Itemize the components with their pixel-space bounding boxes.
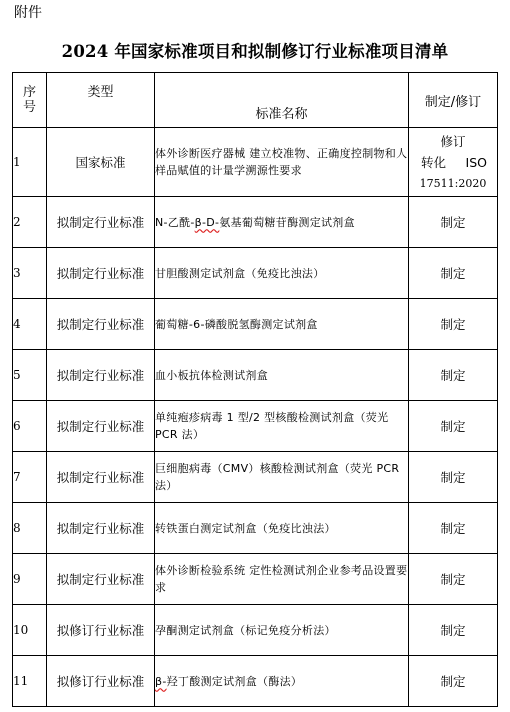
table-row (13, 554, 498, 605)
row-mode: 制定 (409, 197, 498, 248)
row-type: 拟制定行业标准 (47, 299, 155, 350)
mode-line-3: 17511:2020 (419, 176, 487, 190)
row-mode: 制定 (409, 554, 498, 605)
table-row (13, 128, 498, 197)
row-number: 9 (13, 554, 47, 605)
row-mode: 制定 (409, 452, 498, 503)
row-standard-name: 葡萄糖-6-磷酸脱氢酶测定试剂盒 (155, 299, 409, 350)
row-type: 拟制定行业标准 (47, 503, 155, 554)
mode-line-1: 修订 (440, 133, 466, 149)
table-row (13, 350, 498, 401)
row-mode (409, 128, 498, 197)
row-standard-name: 孕酮测定试剂盒（标记免疫分析法） (155, 605, 409, 656)
table-row (13, 503, 498, 554)
row-number: 4 (13, 299, 47, 350)
table-header-row (13, 73, 498, 128)
mode-line-2: 转化 ISO (421, 154, 487, 170)
table-row (13, 605, 498, 656)
row-standard-name: 体外诊断医疗器械 建立校准物、正确度控制物和人样品赋值的计量学溯源性要求 (155, 128, 409, 197)
column-header-mode: 制定/修订 (409, 73, 498, 128)
attachment-label: 附件 (14, 5, 42, 21)
row-number: 7 (13, 452, 47, 503)
table-row (13, 299, 498, 350)
row-mode: 制定 (409, 605, 498, 656)
column-header-type: 类型 (47, 73, 155, 128)
row-number: 8 (13, 503, 47, 554)
row-number: 10 (13, 605, 47, 656)
row-mode: 制定 (409, 350, 498, 401)
table-row (13, 401, 498, 452)
row-mode: 制定 (409, 656, 498, 707)
row-type: 拟修订行业标准 (47, 605, 155, 656)
row-standard-name: 甘胆酸测定试剂盒（免疫比浊法） (155, 248, 409, 299)
row-number: 1 (13, 128, 47, 197)
row-type: 拟制定行业标准 (47, 401, 155, 452)
row-mode: 制定 (409, 299, 498, 350)
row-number: 2 (13, 197, 47, 248)
row-type: 拟制定行业标准 (47, 350, 155, 401)
row-number: 6 (13, 401, 47, 452)
row-standard-name: 血小板抗体检测试剂盒 (155, 350, 409, 401)
row-mode: 制定 (409, 248, 498, 299)
row-number: 3 (13, 248, 47, 299)
row-type: 拟修订行业标准 (47, 656, 155, 707)
row-type: 拟制定行业标准 (47, 452, 155, 503)
table-row (13, 248, 498, 299)
standards-table (12, 72, 498, 707)
row-standard-name: 转铁蛋白测定试剂盒（免疫比浊法） (155, 503, 409, 554)
row-standard-name: β-羟丁酸测定试剂盒（酶法） (155, 656, 409, 707)
row-mode: 制定 (409, 503, 498, 554)
column-header-name: 标准名称 (155, 73, 409, 128)
table-row (13, 656, 498, 707)
row-mode: 制定 (409, 401, 498, 452)
row-standard-name: 单纯疱疹病毒 1 型/2 型核酸检测试剂盒（荧光 PCR 法） (155, 401, 409, 452)
table-row (13, 197, 498, 248)
row-type: 拟制定行业标准 (47, 248, 155, 299)
row-standard-name: 巨细胞病毒（CMV）核酸检测试剂盒（荧光 PCR 法） (155, 452, 409, 503)
row-number: 5 (13, 350, 47, 401)
row-type: 国家标准 (47, 128, 155, 197)
table-row (13, 452, 498, 503)
row-number: 11 (13, 656, 47, 707)
row-type: 拟制定行业标准 (47, 554, 155, 605)
document-title: 2024 年国家标准项目和拟制修订行业标准项目清单 (61, 42, 449, 61)
column-header-no: 序 号 (13, 73, 47, 128)
row-type: 拟制定行业标准 (47, 197, 155, 248)
row-standard-name: 体外诊断检验系统 定性检测试剂企业参考品设置要求 (155, 554, 409, 605)
row-standard-name: N-乙酰-β-D-氨基葡萄糖苷酶测定试剂盒 (155, 197, 409, 248)
